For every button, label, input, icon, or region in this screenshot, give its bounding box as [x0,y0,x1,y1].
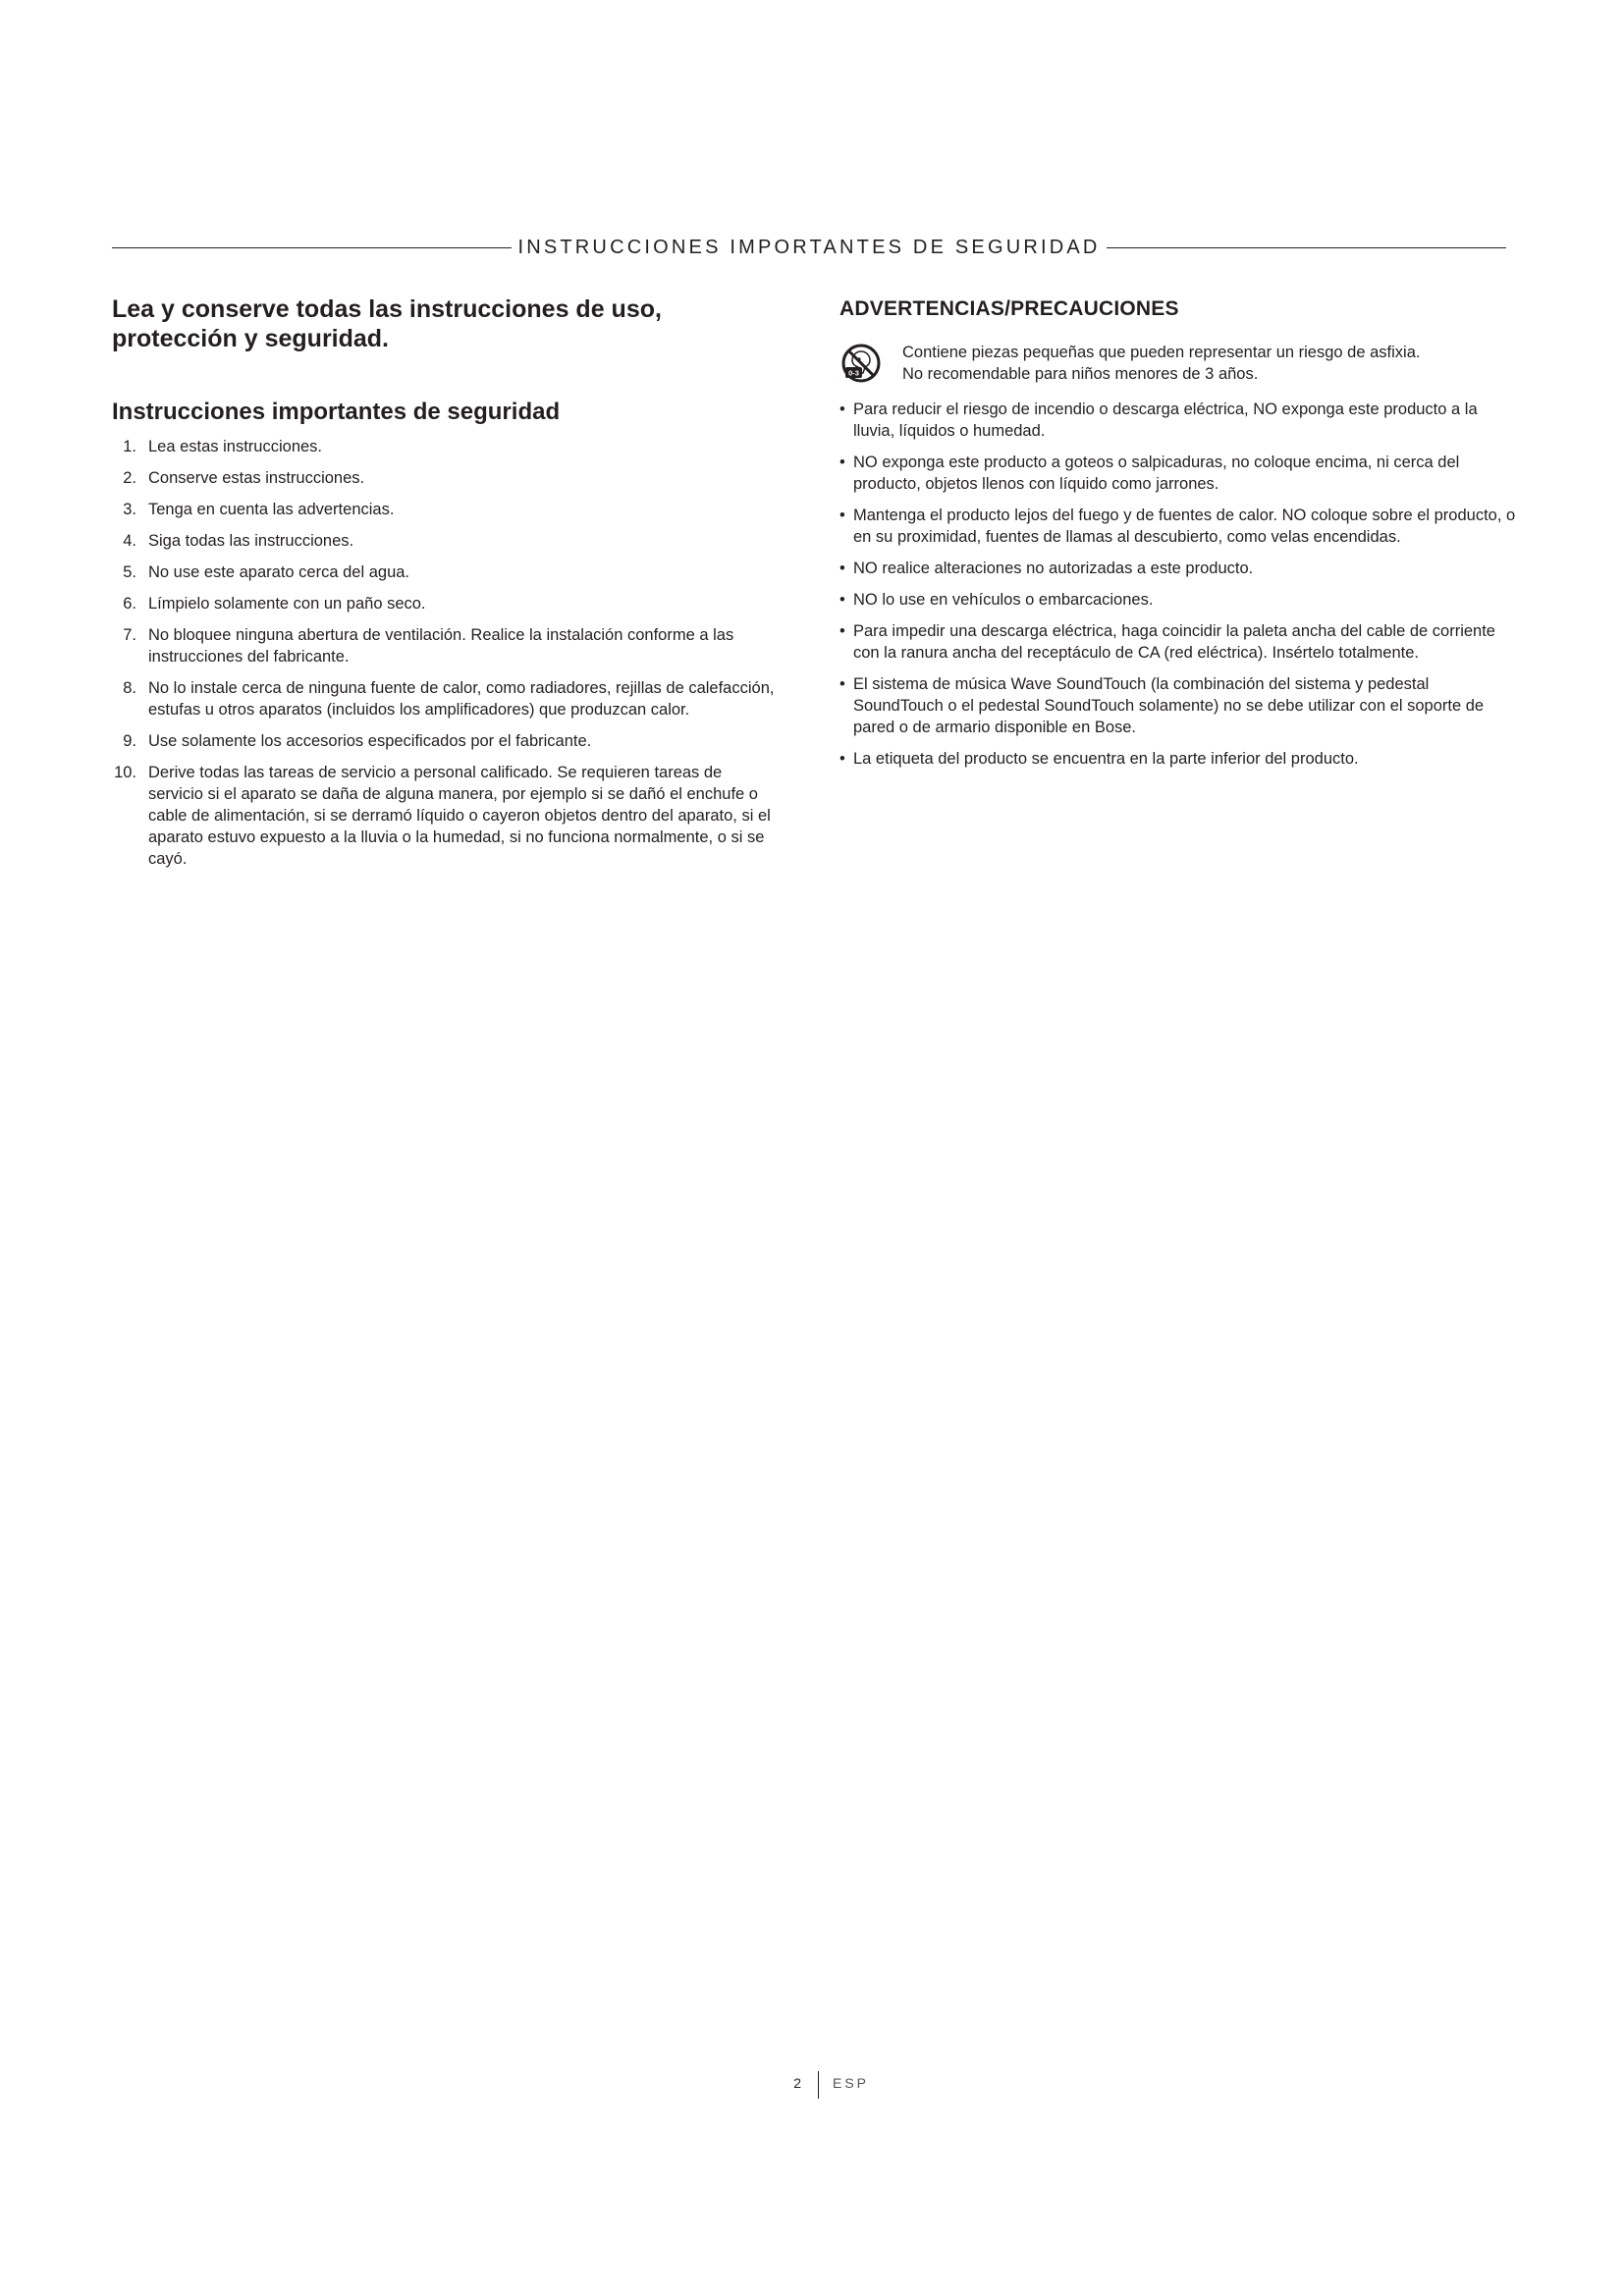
header-rule-right [1107,247,1506,248]
list-item: • NO lo use en vehículos o embarcaciones. [839,589,1517,611]
list-item [112,561,780,583]
list-item: • El sistema de música Wave SoundTouch (la combinación del sistema y pedestal SoundTouch o el pedestal SoundTouch solamente) no se debe utilizar con el soporte de pared o de armario disponible en Bose. [839,673,1517,738]
list-item [112,677,780,721]
list-item [112,624,780,667]
list-item: • Para impedir una descarga eléctrica, haga coincidir la paleta ancha del cable de corriente con la ranura ancha del receptáculo de CA (red eléctrica). Insértelo totalmente. [839,620,1517,664]
item-text: Conserve estas instrucciones. [148,469,365,487]
list-item: • NO realice alteraciones no autorizadas a este producto. [839,558,1517,579]
item-number: 1. [123,438,136,455]
list-item: • Para reducir el riesgo de incendio o descarga eléctrica, NO exponga este producto a la lluvia, líquidos o humedad. [839,399,1517,442]
item-number: 5. [123,563,136,581]
list-item: • La etiqueta del producto se encuentra en la parte inferior del producto. [839,748,1517,770]
page-number: 2 [793,2075,801,2091]
list-item [112,593,780,614]
choking-hazard-text [902,342,1420,385]
choking-line-2: No recomendable para niños menores de 3 años. [902,365,1259,383]
main-heading: Lea y conserve todas las instrucciones de uso, protección y seguridad. [112,295,662,352]
item-number: 4. [123,532,136,550]
list-item [112,467,780,489]
list-item [112,762,780,870]
item-text: Use solamente los accesorios especificados por el fabricante. [148,732,592,750]
safety-instructions-list [112,436,780,870]
safety-instructions-heading: Instrucciones importantes de seguridad [112,399,561,425]
item-text: Derive todas las tareas de servicio a personal calificado. Se requieren tareas de servicio si el aparato se daña de alguna manera, por ejemplo si se dañó el enchufe o cable de alimentación, si se derramó líquido o cayeron objetos dentro del aparato, si el aparato estuvo expuesto a la lluvia o la humedad, si no funciona normalmente, o si se cayó. [148,764,771,868]
item-text: Tenga en cuenta las advertencias. [148,501,395,518]
choking-hazard-notice [839,342,1517,385]
warnings-list [839,399,1517,770]
item-number: 9. [123,732,136,750]
item-text: No lo instale cerca de ninguna fuente de calor, como radiadores, rejillas de calefacción, estufas u otros aparatos (incluidos los amplificadores) que produzcan calor. [148,679,775,719]
language-code: ESP [833,2075,870,2091]
choking-hazard-icon [841,344,881,383]
list-item [112,499,780,520]
item-text: Lea estas instrucciones. [148,438,323,455]
item-number: 6. [123,595,136,613]
page-header-title: INSTRUCCIONES IMPORTANTES DE SEGURIDAD [517,237,1101,258]
list-item [112,530,780,552]
right-column [839,294,1517,779]
item-number: 3. [123,501,136,518]
page-header [112,236,1506,259]
item-text: No bloquee ninguna abertura de ventilación. Realice la instalación conforme a las instrucciones del fabricante. [148,626,734,666]
list-item [112,730,780,752]
item-number: 2. [123,469,136,487]
footer-separator [818,2071,819,2099]
page-footer [0,2071,1624,2101]
item-number: 8. [123,679,136,697]
left-column [112,294,780,880]
choking-icon-age-label: 0-3 [848,368,859,378]
list-item [112,436,780,457]
list-item: • NO exponga este producto a goteos o salpicaduras, no coloque encima, ni cerca del producto, objetos llenos con líquido como jarrones. [839,452,1517,495]
warnings-heading: ADVERTENCIAS/PRECAUCIONES [839,297,1179,320]
item-text: No use este aparato cerca del agua. [148,563,410,581]
list-item: • Mantenga el producto lejos del fuego y de fuentes de calor. NO coloque sobre el producto, o en su proximidad, fuentes de llamas al descubierto, como velas encendidas. [839,505,1517,548]
item-text: Siga todas las instrucciones. [148,532,354,550]
choking-line-1: Contiene piezas pequeñas que pueden representar un riesgo de asfixia. [902,344,1421,361]
item-number: 7. [123,626,136,644]
item-text: Límpielo solamente con un paño seco. [148,595,426,613]
header-rule-left [112,247,512,248]
item-number: 10. [114,764,136,781]
